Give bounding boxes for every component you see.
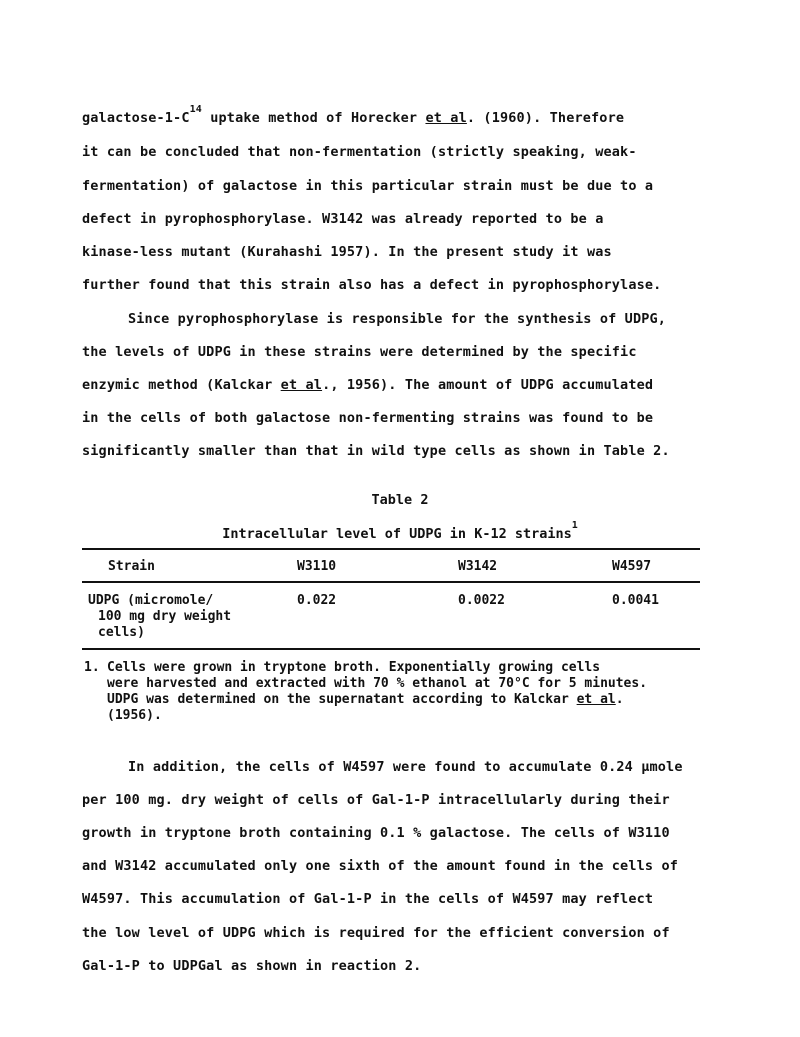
footnote-line2: were harvested and extracted with 70 % ethanol at 70°C for 5 minutes. bbox=[107, 676, 648, 691]
table-value-w3142: 0.0022 bbox=[458, 593, 505, 608]
table-label: Table 2 bbox=[371, 492, 429, 508]
table-row-label-2: 100 mg dry weight bbox=[98, 609, 232, 624]
para3-line7: Gal-1-P to UDPGal as shown in reaction 2. bbox=[82, 958, 422, 974]
para1-line6: further found that this strain also has a defect in pyrophosphorylase. bbox=[82, 277, 662, 293]
superscript: 14 bbox=[189, 104, 202, 115]
footnote-line3 bbox=[107, 692, 624, 707]
text: uptake method of Horecker bbox=[201, 110, 426, 126]
caption-text: Intracellular level of UDPG in K-12 strains bbox=[222, 526, 572, 542]
table-header-w3110: W3110 bbox=[297, 559, 337, 574]
para2-line1: Since pyrophosphorylase is responsible for the synthesis of UDPG, bbox=[128, 311, 667, 327]
superscript: 1 bbox=[571, 520, 578, 531]
table-header-w4597: W4597 bbox=[612, 559, 652, 574]
table-header-rule bbox=[82, 581, 700, 583]
text: . (1960). Therefore bbox=[466, 110, 625, 126]
para1-line4: defect in pyrophosphorylase. W3142 was already reported to be a bbox=[82, 211, 604, 227]
et-al-underlined: et al bbox=[576, 692, 616, 707]
text: . bbox=[615, 692, 624, 707]
text: galactose-1-C bbox=[82, 110, 190, 126]
para3-line2: per 100 mg. dry weight of cells of Gal-1-P intracellularly during their bbox=[82, 792, 670, 808]
para3-line6: the low level of UDPG which is required for the efficient conversion of bbox=[82, 925, 670, 941]
para3-line3: growth in tryptone broth containing 0.1 % galactose. The cells of W3110 bbox=[82, 825, 670, 841]
text: UDPG was determined on the supernatant according to Kalckar bbox=[107, 692, 577, 707]
table-row-label-3: cells) bbox=[98, 625, 145, 640]
table-value-w4597: 0.0041 bbox=[612, 593, 659, 608]
para1-line3: fermentation) of galactose in this particular strain must be due to a bbox=[82, 178, 654, 194]
table-caption bbox=[0, 520, 800, 542]
footnote-line1: Cells were grown in tryptone broth. Exponentially growing cells bbox=[107, 660, 601, 675]
para1-line2: it can be concluded that non-fermentation (strictly speaking, weak- bbox=[82, 144, 637, 160]
table-bottom-rule bbox=[82, 648, 700, 650]
et-al-underlined: et al bbox=[280, 377, 323, 393]
para3-line5: W4597. This accumulation of Gal-1-P in the cells of W4597 may reflect bbox=[82, 891, 654, 907]
footnote-line4: (1956). bbox=[107, 708, 162, 723]
table-value-w3110: 0.022 bbox=[297, 593, 337, 608]
et-al-underlined: et al bbox=[425, 110, 467, 126]
para1-line5: kinase-less mutant (Kurahashi 1957). In the present study it was bbox=[82, 244, 612, 260]
para3-line4: and W3142 accumulated only one sixth of the amount found in the cells of bbox=[82, 858, 678, 874]
text: ., 1956). The amount of UDPG accumulated bbox=[322, 377, 654, 393]
table-top-rule bbox=[82, 548, 700, 550]
table-header-w3142: W3142 bbox=[458, 559, 498, 574]
text: enzymic method (Kalckar bbox=[82, 377, 281, 393]
table-header-strain: Strain bbox=[108, 559, 155, 574]
table-row-label-1: UDPG (micromole/ bbox=[88, 593, 214, 608]
para2-line2: the levels of UDPG in these strains were determined by the specific bbox=[82, 344, 637, 360]
para1-line1 bbox=[82, 104, 625, 126]
para2-line4: in the cells of both galactose non-fermenting strains was found to be bbox=[82, 410, 654, 426]
para3-line1: In addition, the cells of W4597 were found to accumulate 0.24 µmole bbox=[128, 759, 683, 775]
para2-line5: significantly smaller than that in wild type cells as shown in Table 2. bbox=[82, 443, 670, 459]
para2-line3 bbox=[82, 377, 653, 393]
footnote-number: 1. bbox=[84, 660, 100, 675]
